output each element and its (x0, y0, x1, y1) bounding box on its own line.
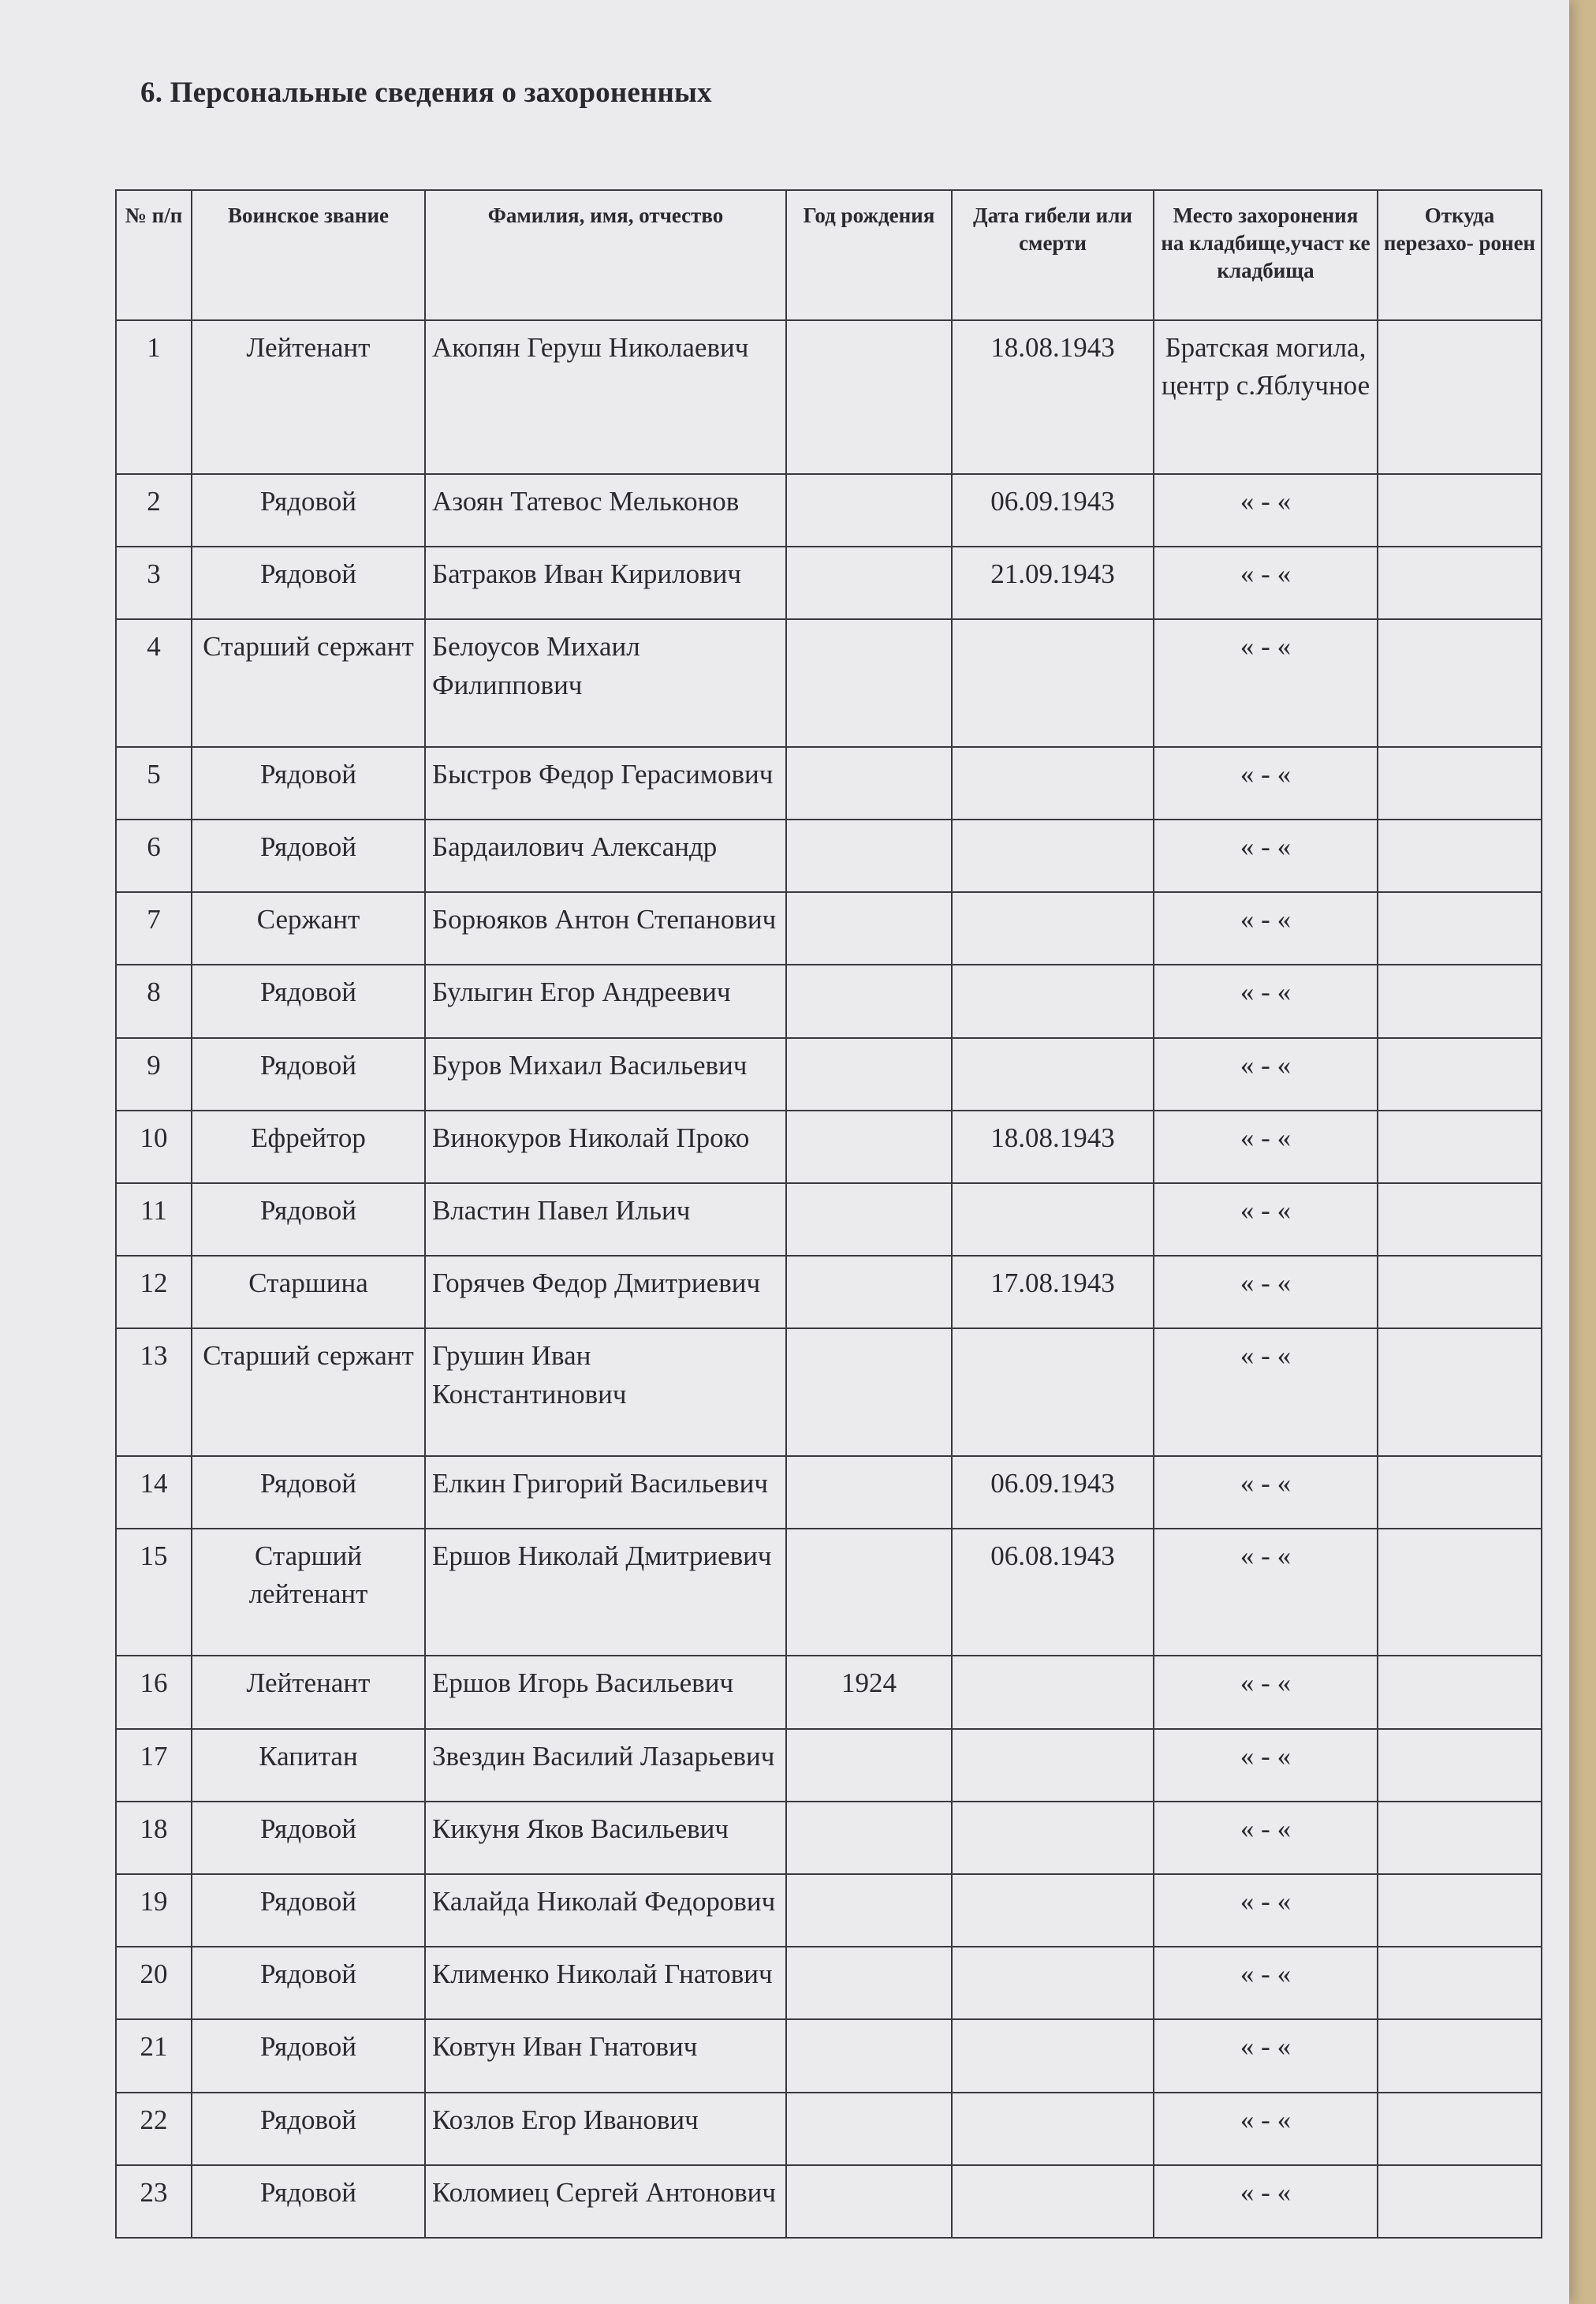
cell-num: 3 (116, 547, 192, 619)
cell-reburied-from (1378, 1038, 1542, 1111)
cell-reburied-from (1378, 747, 1542, 820)
cell-num: 23 (116, 2165, 192, 2238)
cell-birth-year (786, 2165, 952, 2238)
cell-num: 4 (116, 619, 192, 746)
table-row (116, 547, 1542, 619)
cell-name: Быстров Федор Герасимович (425, 747, 786, 820)
cell-reburied-from (1378, 1328, 1542, 1455)
cell-name: Козлов Егор Иванович (425, 2093, 786, 2165)
cell-num: 19 (116, 1874, 192, 1947)
cell-reburied-from (1378, 1183, 1542, 1256)
table-row (116, 2165, 1542, 2238)
cell-rank: Капитан (192, 1729, 425, 1802)
cell-birth-year (786, 1729, 952, 1802)
cell-rank: Рядовой (192, 965, 425, 1037)
table-row (116, 320, 1542, 474)
header-rank: Воинское звание (192, 190, 425, 320)
cell-birth-year (786, 1874, 952, 1947)
cell-num: 12 (116, 1256, 192, 1328)
cell-burial-place: « - « (1154, 474, 1378, 547)
cell-rank: Рядовой (192, 2165, 425, 2238)
cell-reburied-from (1378, 2019, 1542, 2092)
cell-burial-place: « - « (1154, 2093, 1378, 2165)
cell-rank: Рядовой (192, 2019, 425, 2092)
cell-name: Батраков Иван Кирилович (425, 547, 786, 619)
cell-rank: Рядовой (192, 1947, 425, 2019)
cell-birth-year (786, 1802, 952, 1874)
cell-name: Буров Михаил Васильевич (425, 1038, 786, 1111)
cell-name: Властин Павел Ильич (425, 1183, 786, 1256)
cell-death-date (952, 1729, 1154, 1802)
cell-burial-place: « - « (1154, 1038, 1378, 1111)
cell-reburied-from (1378, 320, 1542, 474)
table-row (116, 1038, 1542, 1111)
cell-birth-year: 1924 (786, 1656, 952, 1728)
cell-reburied-from (1378, 1111, 1542, 1183)
cell-burial-place: « - « (1154, 1802, 1378, 1874)
cell-birth-year (786, 1038, 952, 1111)
cell-burial-place: « - « (1154, 1729, 1378, 1802)
cell-name: Азоян Татевос Мельконов (425, 474, 786, 547)
cell-name: Ершов Игорь Васильевич (425, 1656, 786, 1728)
cell-burial-place: « - « (1154, 1456, 1378, 1529)
header-birth-year: Год рождения (786, 190, 952, 320)
cell-num: 22 (116, 2093, 192, 2165)
cell-death-date (952, 1947, 1154, 2019)
burials-table (115, 189, 1542, 2239)
cell-birth-year (786, 1456, 952, 1529)
cell-burial-place: Братская могила, центр с.Яблучное (1154, 320, 1378, 474)
cell-birth-year (786, 1328, 952, 1455)
cell-burial-place: « - « (1154, 965, 1378, 1037)
cell-death-date: 21.09.1943 (952, 547, 1154, 619)
cell-num: 13 (116, 1328, 192, 1455)
document-title: 6. Персональные сведения о захороненных (140, 77, 712, 109)
cell-name: Борюяков Антон Степанович (425, 892, 786, 965)
cell-rank: Рядовой (192, 1183, 425, 1256)
table-row (116, 1729, 1542, 1802)
cell-birth-year (786, 619, 952, 746)
cell-name: Винокуров Николай Проко (425, 1111, 786, 1183)
cell-name: Акопян Геруш Николаевич (425, 320, 786, 474)
cell-death-date (952, 1038, 1154, 1111)
cell-birth-year (786, 547, 952, 619)
cell-burial-place: « - « (1154, 619, 1378, 746)
table-row (116, 1183, 1542, 1256)
cell-rank: Рядовой (192, 2093, 425, 2165)
cell-rank: Рядовой (192, 820, 425, 892)
cell-death-date: 17.08.1943 (952, 1256, 1154, 1328)
table-row (116, 747, 1542, 820)
table-row (116, 474, 1542, 547)
cell-reburied-from (1378, 1874, 1542, 1947)
cell-death-date: 06.08.1943 (952, 1529, 1154, 1656)
cell-reburied-from (1378, 892, 1542, 965)
cell-reburied-from (1378, 474, 1542, 547)
header-num: № п/п (116, 190, 192, 320)
cell-burial-place: « - « (1154, 1111, 1378, 1183)
cell-birth-year (786, 474, 952, 547)
cell-birth-year (786, 1111, 952, 1183)
cell-burial-place: « - « (1154, 1529, 1378, 1656)
cell-burial-place: « - « (1154, 1256, 1378, 1328)
table-row (116, 1256, 1542, 1328)
cell-num: 5 (116, 747, 192, 820)
table-row (116, 1328, 1542, 1455)
cell-birth-year (786, 965, 952, 1037)
cell-reburied-from (1378, 820, 1542, 892)
cell-birth-year (786, 1183, 952, 1256)
cell-birth-year (786, 2093, 952, 2165)
cell-reburied-from (1378, 1256, 1542, 1328)
cell-name: Калайда Николай Федорович (425, 1874, 786, 1947)
cell-death-date: 06.09.1943 (952, 1456, 1154, 1529)
cell-num: 10 (116, 1111, 192, 1183)
cell-num: 2 (116, 474, 192, 547)
cell-rank: Сержант (192, 892, 425, 965)
header-death-date: Дата гибели или смерти (952, 190, 1154, 320)
cell-rank: Рядовой (192, 1038, 425, 1111)
cell-death-date (952, 747, 1154, 820)
cell-num: 17 (116, 1729, 192, 1802)
cell-death-date (952, 1656, 1154, 1728)
cell-num: 20 (116, 1947, 192, 2019)
cell-num: 14 (116, 1456, 192, 1529)
cell-death-date (952, 1328, 1154, 1455)
cell-reburied-from (1378, 1656, 1542, 1728)
cell-num: 7 (116, 892, 192, 965)
cell-birth-year (786, 747, 952, 820)
table-row (116, 1456, 1542, 1529)
header-burial-place: Место захоронения на кладбище,участ ке кладбища (1154, 190, 1378, 320)
cell-rank: Рядовой (192, 747, 425, 820)
table-row (116, 1947, 1542, 2019)
cell-num: 18 (116, 1802, 192, 1874)
cell-num: 9 (116, 1038, 192, 1111)
cell-name: Булыгин Егор Андреевич (425, 965, 786, 1037)
table-header-row (116, 190, 1542, 320)
cell-name: Ершов Николай Дмитриевич (425, 1529, 786, 1656)
cell-name: Звездин Василий Лазарьевич (425, 1729, 786, 1802)
cell-name: Ковтун Иван Гнатович (425, 2019, 786, 2092)
cell-death-date (952, 1183, 1154, 1256)
cell-burial-place: « - « (1154, 1874, 1378, 1947)
header-reburied-from: Откуда перезахо- ронен (1378, 190, 1542, 320)
cell-rank: Рядовой (192, 1456, 425, 1529)
cell-birth-year (786, 1529, 952, 1656)
cell-death-date (952, 2019, 1154, 2092)
cell-reburied-from (1378, 2093, 1542, 2165)
table-row (116, 965, 1542, 1037)
cell-rank: Старшина (192, 1256, 425, 1328)
cell-reburied-from (1378, 965, 1542, 1037)
cell-num: 8 (116, 965, 192, 1037)
cell-birth-year (786, 320, 952, 474)
cell-death-date (952, 1874, 1154, 1947)
cell-num: 21 (116, 2019, 192, 2092)
cell-name: Клименко Николай Гнатович (425, 1947, 786, 2019)
table-row (116, 2093, 1542, 2165)
cell-num: 6 (116, 820, 192, 892)
cell-reburied-from (1378, 1947, 1542, 2019)
cell-burial-place: « - « (1154, 892, 1378, 965)
cell-burial-place: « - « (1154, 2165, 1378, 2238)
table-row (116, 892, 1542, 965)
cell-name: Бардаилович Александр (425, 820, 786, 892)
cell-rank: Лейтенант (192, 1656, 425, 1728)
cell-reburied-from (1378, 1729, 1542, 1802)
table-row (116, 1656, 1542, 1728)
table-row (116, 1111, 1542, 1183)
cell-reburied-from (1378, 619, 1542, 746)
cell-rank: Рядовой (192, 1874, 425, 1947)
cell-name: Кикуня Яков Васильевич (425, 1802, 786, 1874)
cell-num: 11 (116, 1183, 192, 1256)
cell-birth-year (786, 1947, 952, 2019)
table-row (116, 619, 1542, 746)
cell-reburied-from (1378, 1529, 1542, 1656)
cell-burial-place: « - « (1154, 1328, 1378, 1455)
cell-burial-place: « - « (1154, 1183, 1378, 1256)
cell-num: 16 (116, 1656, 192, 1728)
cell-reburied-from (1378, 1456, 1542, 1529)
cell-burial-place: « - « (1154, 1947, 1378, 2019)
cell-birth-year (786, 2019, 952, 2092)
cell-rank: Рядовой (192, 474, 425, 547)
cell-name: Горячев Федор Дмитриевич (425, 1256, 786, 1328)
cell-reburied-from (1378, 1802, 1542, 1874)
table-row (116, 1529, 1542, 1656)
cell-death-date (952, 820, 1154, 892)
cell-birth-year (786, 1256, 952, 1328)
cell-death-date (952, 965, 1154, 1037)
cell-rank: Старший сержант (192, 1328, 425, 1455)
cell-death-date: 18.08.1943 (952, 320, 1154, 474)
cell-rank: Рядовой (192, 1802, 425, 1874)
table-row (116, 1802, 1542, 1874)
cell-rank: Рядовой (192, 547, 425, 619)
table-row (116, 820, 1542, 892)
cell-reburied-from (1378, 547, 1542, 619)
cell-death-date (952, 892, 1154, 965)
cell-burial-place: « - « (1154, 2019, 1378, 2092)
cell-burial-place: « - « (1154, 747, 1378, 820)
cell-rank: Старший лейтенант (192, 1529, 425, 1656)
cell-num: 1 (116, 320, 192, 474)
table-row (116, 1874, 1542, 1947)
cell-death-date (952, 2165, 1154, 2238)
cell-burial-place: « - « (1154, 820, 1378, 892)
cell-death-date (952, 1802, 1154, 1874)
cell-name: Елкин Григорий Васильевич (425, 1456, 786, 1529)
table-row (116, 2019, 1542, 2092)
cell-death-date: 06.09.1943 (952, 474, 1154, 547)
cell-death-date (952, 619, 1154, 746)
table-body (116, 320, 1542, 2238)
cell-name: Грушин Иван Константинович (425, 1328, 786, 1455)
cell-death-date: 18.08.1943 (952, 1111, 1154, 1183)
cell-rank: Старший сержант (192, 619, 425, 746)
cell-rank: Ефрейтор (192, 1111, 425, 1183)
header-name: Фамилия, имя, отчество (425, 190, 786, 320)
cell-death-date (952, 2093, 1154, 2165)
cell-birth-year (786, 820, 952, 892)
cell-reburied-from (1378, 2165, 1542, 2238)
cell-burial-place: « - « (1154, 1656, 1378, 1728)
cell-name: Коломиец Сергей Антонович (425, 2165, 786, 2238)
cell-num: 15 (116, 1529, 192, 1656)
cell-birth-year (786, 892, 952, 965)
cell-name: Белоусов Михаил Филиппович (425, 619, 786, 746)
cell-burial-place: « - « (1154, 547, 1378, 619)
cell-rank: Лейтенант (192, 320, 425, 474)
